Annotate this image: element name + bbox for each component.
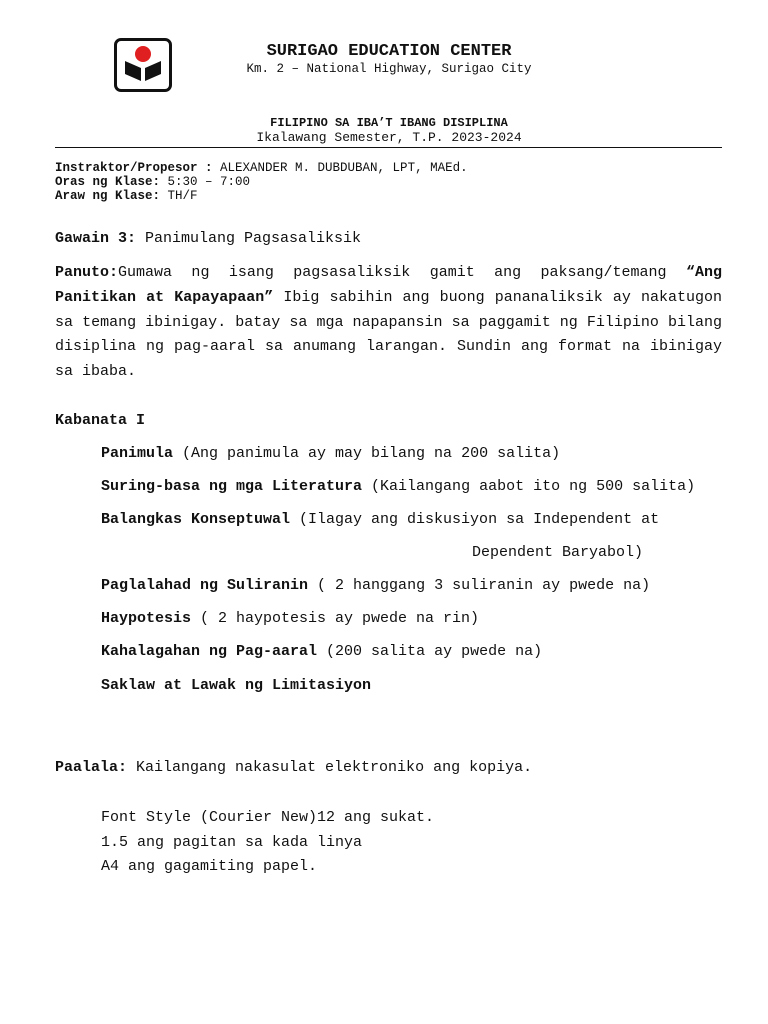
- class-time-line: [55, 175, 250, 189]
- chapter-item: [101, 577, 650, 594]
- reminder-label: Paalala:: [55, 759, 128, 776]
- chapter-item-label: Haypotesis: [101, 610, 192, 627]
- school-name: SURIGAO EDUCATION CENTER: [266, 42, 512, 61]
- instructions-text-a: Gumawa ng isang pagsasaliksik gamit ang paksang/temang: [118, 264, 686, 281]
- format-note: A4 ang gagamiting papel.: [101, 858, 318, 875]
- semester: Ikalawang Semester, T.P. 2023-2024: [256, 130, 522, 145]
- chapter-item-note: ( 2 hanggang 3 suliranin ay pwede na): [308, 577, 651, 594]
- instructions-text-b: Ibig sabihin ang buong pananaliksik ay nakatugon sa temang ibinigay. batay sa mga napapansin sa paggamit ng Filipino bilang disiplina ng pag-aaral sa anumang larangan. Sundin ang format na ibinigay sa ibaba.: [55, 288, 722, 381]
- chapter-item-label: Paglalahad ng Suliranin: [101, 577, 309, 594]
- chapter-item-label: Balangkas Konseptuwal: [101, 511, 291, 528]
- chapter-title: Kabanata I: [55, 412, 146, 429]
- chapter-item-note: ( 2 haypotesis ay pwede na rin): [191, 610, 480, 627]
- chapter-item: [101, 511, 659, 528]
- chapter-item-note: (Kailangang aabot ito ng 500 salita): [362, 478, 696, 495]
- instructor-value: ALEXANDER M. DUBDUBAN, LPT, MAEd.: [212, 161, 468, 175]
- chapter-item-note: (Ilagay ang diskusiyon sa Independent at: [290, 511, 660, 528]
- task-heading: [55, 230, 361, 247]
- class-day-value: TH/F: [160, 189, 198, 203]
- task-label: Gawain 3:: [55, 230, 137, 247]
- format-note: Font Style (Courier New)12 ang sukat.: [101, 809, 435, 826]
- chapter-item-label: Suring-basa ng mga Literatura: [101, 478, 363, 495]
- course-title: FILIPINO SA IBA’T IBANG DISIPLINA: [270, 116, 508, 130]
- chapter-item-label: Saklaw at Lawak ng Limitasiyon: [101, 677, 372, 694]
- chapter-item: [101, 643, 542, 660]
- instructor-line: [55, 161, 468, 175]
- chapter-item-continuation: [472, 544, 643, 561]
- chapter-item-note: Dependent Baryabol): [472, 544, 644, 561]
- chapter-item-note: (Ang panimula ay may bilang na 200 salita): [173, 445, 561, 462]
- chapter-item: [101, 445, 560, 462]
- class-day-label: Araw ng Klase:: [55, 189, 161, 203]
- school-address: Km. 2 – National Highway, Surigao City: [246, 62, 532, 76]
- chapter-item-note: (200 salita ay pwede na): [317, 643, 543, 660]
- reminder-line: [55, 759, 532, 776]
- chapter-item-label: Panimula: [101, 445, 174, 462]
- reminder-text: Kailangang nakasulat elektroniko ang kopiya.: [127, 759, 533, 776]
- class-time-value: 5:30 – 7:00: [160, 175, 251, 189]
- header-divider: [55, 147, 722, 148]
- chapter-item: [101, 677, 371, 694]
- instructor-label: Instraktor/Propesor :: [55, 161, 213, 175]
- task-title: Panimulang Pagsasaliksik: [136, 230, 362, 247]
- instructions-theme: “Ang Panitikan at Kapayapaan”: [55, 264, 722, 306]
- format-note: 1.5 ang pagitan sa kada linya: [101, 834, 363, 851]
- chapter-item-label: Kahalagahan ng Pag-aaral: [101, 643, 318, 660]
- instructions-paragraph: [55, 261, 722, 385]
- class-time-label: Oras ng Klase:: [55, 175, 161, 189]
- class-day-line: [55, 189, 198, 203]
- instructions-label: Panuto:: [55, 264, 119, 281]
- chapter-item: [101, 478, 695, 495]
- chapter-item: [101, 610, 479, 627]
